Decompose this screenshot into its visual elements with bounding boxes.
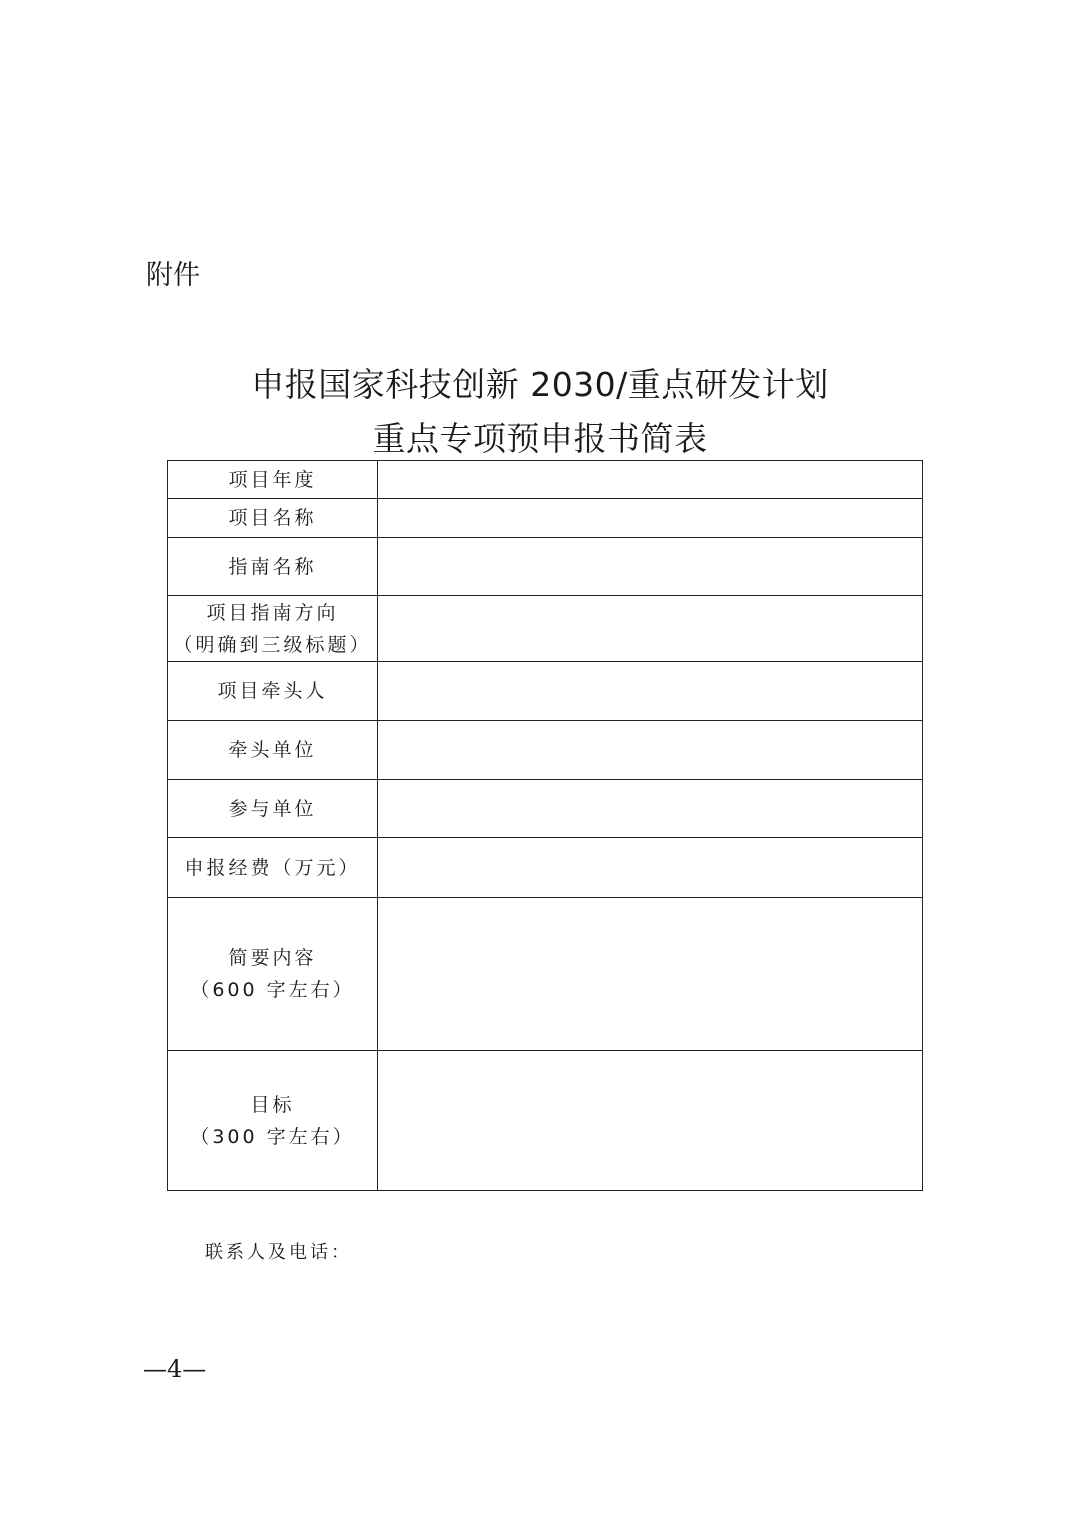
table-row-objectives — [168, 1051, 923, 1191]
document-title-line-1: 申报国家科技创新 2030/重点研发计划 — [251, 365, 829, 404]
table-row-project-name — [168, 499, 923, 538]
table-row-lead-unit — [168, 721, 923, 780]
table-row-summary — [168, 898, 923, 1051]
row-label-text: 参与单位 — [228, 797, 317, 820]
row-label — [168, 596, 378, 662]
table-row-funding — [168, 838, 923, 898]
document-title-line-2: 重点专项预申报书简表 — [372, 419, 708, 458]
project-year-field[interactable] — [378, 461, 923, 499]
attachment-label: 附件 — [146, 260, 200, 291]
project-name-field[interactable] — [378, 499, 923, 538]
table-row-guide-direction — [168, 596, 923, 662]
summary-field[interactable] — [378, 898, 923, 1051]
row-label — [168, 538, 378, 596]
table-row-participating-units — [168, 780, 923, 838]
row-label — [168, 838, 378, 898]
row-label — [168, 1051, 378, 1191]
project-leader-field[interactable] — [378, 662, 923, 721]
row-label-note: （600 字左右） — [190, 979, 355, 1001]
row-label — [168, 721, 378, 780]
row-label-text: 指南名称 — [228, 555, 317, 578]
row-label-text: 简要内容 — [228, 947, 317, 969]
row-label-text: 项目名称 — [228, 507, 317, 529]
row-label-text: 项目年度 — [228, 468, 317, 491]
row-label — [168, 461, 378, 499]
contact-label: 联系人及电话： — [205, 1242, 352, 1263]
table-row-guide-name — [168, 538, 923, 596]
funding-field[interactable] — [378, 838, 923, 898]
guide-name-field[interactable] — [378, 538, 923, 596]
row-label — [168, 662, 378, 721]
table-row-project-year — [168, 461, 923, 499]
application-form-table — [167, 460, 923, 1191]
participating-units-field[interactable] — [378, 780, 923, 838]
row-label — [168, 499, 378, 538]
row-label — [168, 780, 378, 838]
guide-direction-field[interactable] — [378, 596, 923, 662]
objectives-field[interactable] — [378, 1051, 923, 1191]
row-label-note: （300 字左右） — [190, 1125, 355, 1148]
row-label-text: 项目牵头人 — [217, 680, 328, 702]
row-label-note: （明确到三级标题） — [173, 633, 372, 656]
row-label-text: 牵头单位 — [228, 739, 317, 761]
table-row-project-leader — [168, 662, 923, 721]
row-label — [168, 898, 378, 1051]
row-label-text: 申报经费（万元） — [184, 856, 361, 879]
lead-unit-field[interactable] — [378, 721, 923, 780]
page-number: —4— — [143, 1355, 207, 1383]
row-label-text: 目标 — [250, 1093, 295, 1116]
row-label-text: 项目指南方向 — [206, 601, 339, 624]
